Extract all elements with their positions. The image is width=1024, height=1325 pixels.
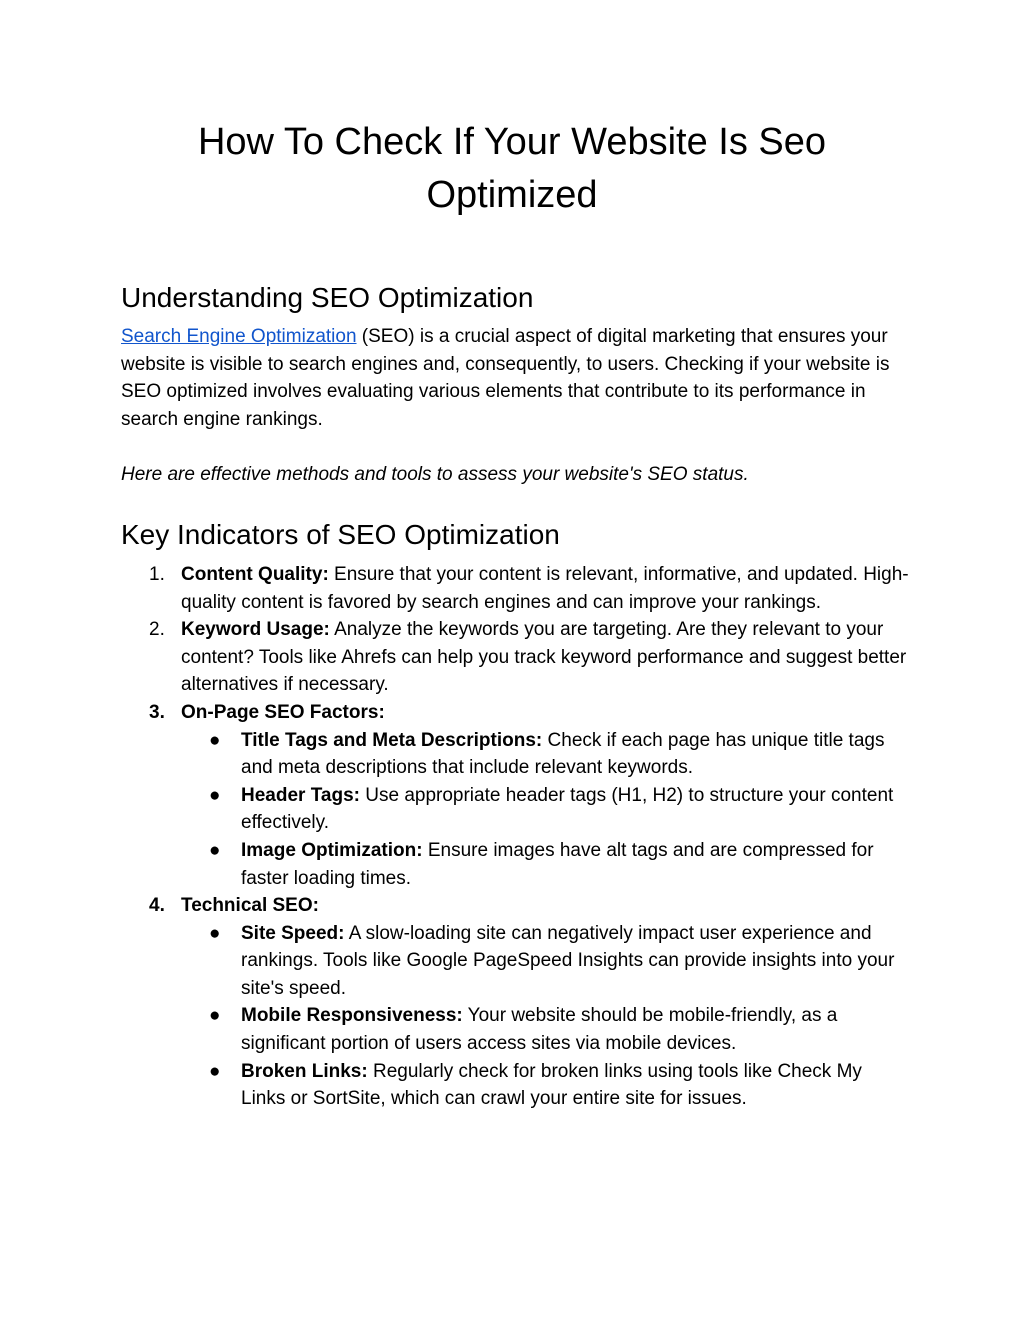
seo-link[interactable]: Search Engine Optimization: [121, 326, 357, 347]
indicator-list: [121, 561, 911, 1113]
list-number: 3.: [149, 701, 165, 723]
sub-item-label: Site Speed:: [241, 922, 345, 944]
sub-list-technical: [181, 920, 911, 1113]
bullet-icon: ●: [209, 1005, 221, 1027]
item-label: Keyword Usage:: [181, 619, 330, 641]
sub-item-label: Header Tags:: [241, 784, 360, 806]
item-label: Technical SEO:: [181, 895, 319, 917]
list-number: 2.: [149, 619, 165, 641]
sub-item-text: Your website should be mobile-friendly, as a significant portion of users access sites via mobile devices.: [241, 1005, 838, 1055]
sub-item-text: A slow-loading site can negatively impact user experience and rankings. Tools like Google PageSpeed Insights can provide insights into your site's speed.: [241, 922, 895, 999]
sub-list-item: [181, 782, 911, 837]
list-item: [121, 699, 911, 892]
section-heading-key-indicators: Key Indicators of SEO Optimization: [121, 518, 560, 550]
sub-list-item: [181, 1058, 911, 1113]
bullet-icon: ●: [209, 922, 221, 944]
sub-list-item: [181, 920, 911, 1003]
list-item: [121, 561, 911, 616]
sub-item-text: Use appropriate header tags (H1, H2) to structure your content effectively.: [241, 784, 894, 834]
intro-text: (SEO) is a crucial aspect of digital marketing that ensures your website is visible to search engines and, consequently, to users. Checking if your website is SEO optimized involves evaluating various elements that contribute to its performance in search engine rankings.: [121, 326, 890, 430]
list-item: [121, 892, 911, 1113]
list-number: 1.: [149, 563, 165, 585]
bullet-icon: ●: [209, 1060, 221, 1082]
document-body: [121, 278, 911, 1113]
sub-item-text: Check if each page has unique title tags and meta descriptions that include relevant keywords.: [241, 729, 885, 779]
sub-item-text: Regularly check for broken links using tools like Check My Links or SortSite, which can crawl your entire site for issues.: [241, 1060, 862, 1110]
intro-paragraph: [121, 323, 911, 433]
sub-list-item: [181, 1002, 911, 1057]
sub-item-label: Mobile Responsiveness:: [241, 1005, 463, 1027]
sub-list-on-page: [181, 727, 911, 893]
sub-item-label: Title Tags and Meta Descriptions:: [241, 729, 543, 751]
item-label: On-Page SEO Factors:: [181, 701, 385, 723]
item-label: Content Quality:: [181, 563, 329, 585]
sub-list-item: [181, 837, 911, 892]
list-number: 4.: [149, 895, 165, 917]
sub-item-text: Ensure images have alt tags and are compressed for faster loading times.: [241, 839, 874, 889]
section-heading-understanding: Understanding SEO Optimization: [121, 282, 534, 313]
bullet-icon: ●: [209, 839, 221, 861]
item-text: Ensure that your content is relevant, informative, and updated. High-quality content is favored by search engines and can improve your rankings.: [181, 563, 909, 613]
page-title: How To Check If Your Website Is Seo Optimized: [197, 121, 827, 216]
sub-item-label: Image Optimization:: [241, 839, 423, 861]
list-item: [121, 616, 911, 699]
item-text: Analyze the keywords you are targeting. Are they relevant to your content? Tools like Ahrefs can help you track keyword performance and suggest better alternatives if necessary.: [181, 619, 907, 696]
sub-list-item: [181, 727, 911, 782]
bullet-icon: ●: [209, 784, 221, 806]
bullet-icon: ●: [209, 729, 221, 751]
methods-note: Here are effective methods and tools to assess your website's SEO status.: [121, 464, 749, 486]
sub-item-label: Broken Links:: [241, 1060, 368, 1082]
